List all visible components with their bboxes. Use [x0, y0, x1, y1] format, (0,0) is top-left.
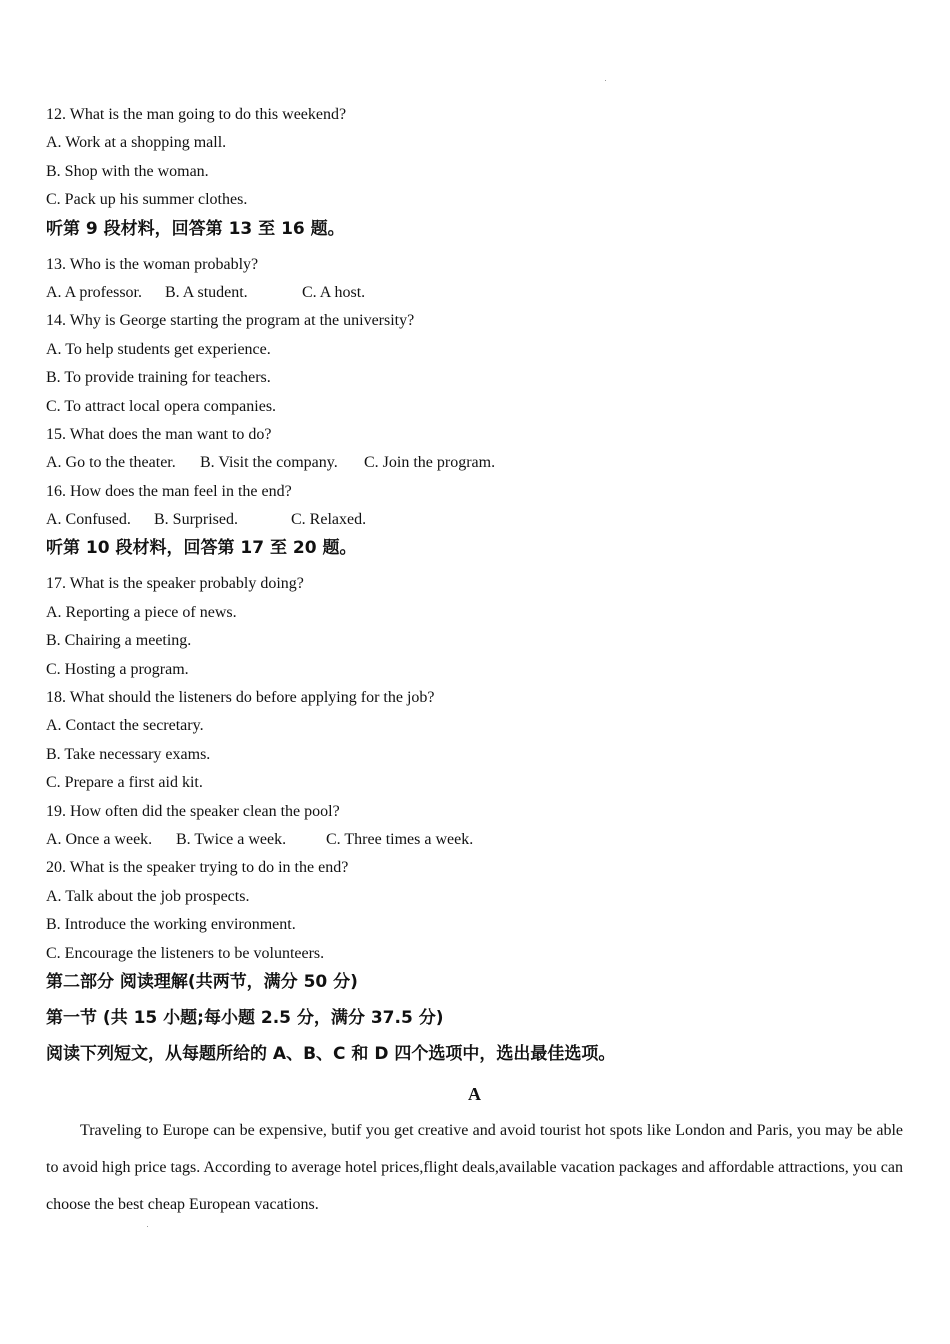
- exam-content: [46, 101, 903, 1223]
- q18-option-a: A. Contact the secretary.: [46, 717, 204, 735]
- passage-title: A: [468, 1083, 481, 1104]
- q16-option-a: A. Confused.: [46, 511, 131, 529]
- passage-paragraph: Traveling to Europe can be expensive, butif you get creative and avoid tourist hot spots like London and Paris, you may be able to avoid high price tags. According to average hotel prices,flight deals,available vacation packages and affordable attractions, you can choose the best cheap European vacations.: [46, 1121, 903, 1213]
- page-speck-top: [605, 80, 606, 81]
- q19-option-a: A. Once a week.: [46, 830, 153, 848]
- section-1-heading: 第一节 (共 15 小题;每小题 2.5 分，满分 37.5 分): [46, 1007, 444, 1028]
- q17-option-c: C. Hosting a program.: [46, 660, 189, 678]
- q19-options: [46, 826, 903, 854]
- q17-option-a: A. Reporting a piece of news.: [46, 603, 237, 621]
- page-speck-bottom: [147, 1226, 148, 1227]
- q12-option-c: C. Pack up his summer clothes.: [46, 191, 248, 209]
- q13-options: [46, 279, 903, 307]
- q13-option-b: B. A student.: [165, 283, 248, 301]
- q15-question: 15. What does the man want to do?: [46, 425, 272, 443]
- q16-option-c: C. Relaxed.: [291, 511, 367, 529]
- q17-option-b: B. Chairing a meeting.: [46, 632, 192, 650]
- q19-option-c: C. Three times a week.: [326, 830, 474, 848]
- q15-option-c: C. Join the program.: [364, 454, 496, 472]
- q18-option-b: B. Take necessary exams.: [46, 745, 211, 763]
- instruction-heading: 阅读下列短文，从每题所给的 A、B、C 和 D 四个选项中，选出最佳选项。: [46, 1043, 616, 1064]
- q12-option-b: B. Shop with the woman.: [46, 162, 209, 180]
- q14-option-c: C. To attract local opera companies.: [46, 397, 277, 415]
- part-2-heading: 第二部分 阅读理解(共两节，满分 50 分): [46, 971, 358, 992]
- q14-question: 14. Why is George starting the program at the university?: [46, 312, 415, 330]
- q14-option-a: A. To help students get experience.: [46, 340, 271, 358]
- section-10-heading: 听第 10 段材料，回答第 17 至 20 题。: [46, 538, 357, 559]
- q19-option-b: B. Twice a week.: [176, 830, 287, 848]
- q18-option-c: C. Prepare a first aid kit.: [46, 774, 203, 792]
- q13-option-c: C. A host.: [302, 283, 366, 301]
- q13-question: 13. Who is the woman probably?: [46, 255, 259, 273]
- q15-option-a: A. Go to the theater.: [46, 454, 176, 472]
- q12-option-a: A. Work at a shopping mall.: [46, 134, 227, 152]
- q13-option-a: A. A professor.: [46, 283, 142, 301]
- section-9-heading: 听第 9 段材料，回答第 13 至 16 题。: [46, 218, 345, 239]
- q19-question: 19. How often did the speaker clean the pool?: [46, 802, 340, 820]
- q20-option-a: A. Talk about the job prospects.: [46, 887, 250, 905]
- q16-question: 16. How does the man feel in the end?: [46, 482, 292, 500]
- q17-question: 17. What is the speaker probably doing?: [46, 575, 304, 593]
- q16-options: [46, 506, 903, 534]
- q20-option-c: C. Encourage the listeners to be volunteers.: [46, 944, 325, 962]
- q20-option-b: B. Introduce the working environment.: [46, 916, 296, 934]
- q18-question: 18. What should the listeners do before applying for the job?: [46, 689, 435, 707]
- q15-options: [46, 449, 903, 477]
- q20-question: 20. What is the speaker trying to do in the end?: [46, 859, 349, 877]
- q14-option-b: B. To provide training for teachers.: [46, 369, 271, 387]
- q15-option-b: B. Visit the company.: [200, 454, 338, 472]
- q16-option-b: B. Surprised.: [154, 511, 238, 529]
- q12-question: 12. What is the man going to do this weekend?: [46, 106, 347, 123]
